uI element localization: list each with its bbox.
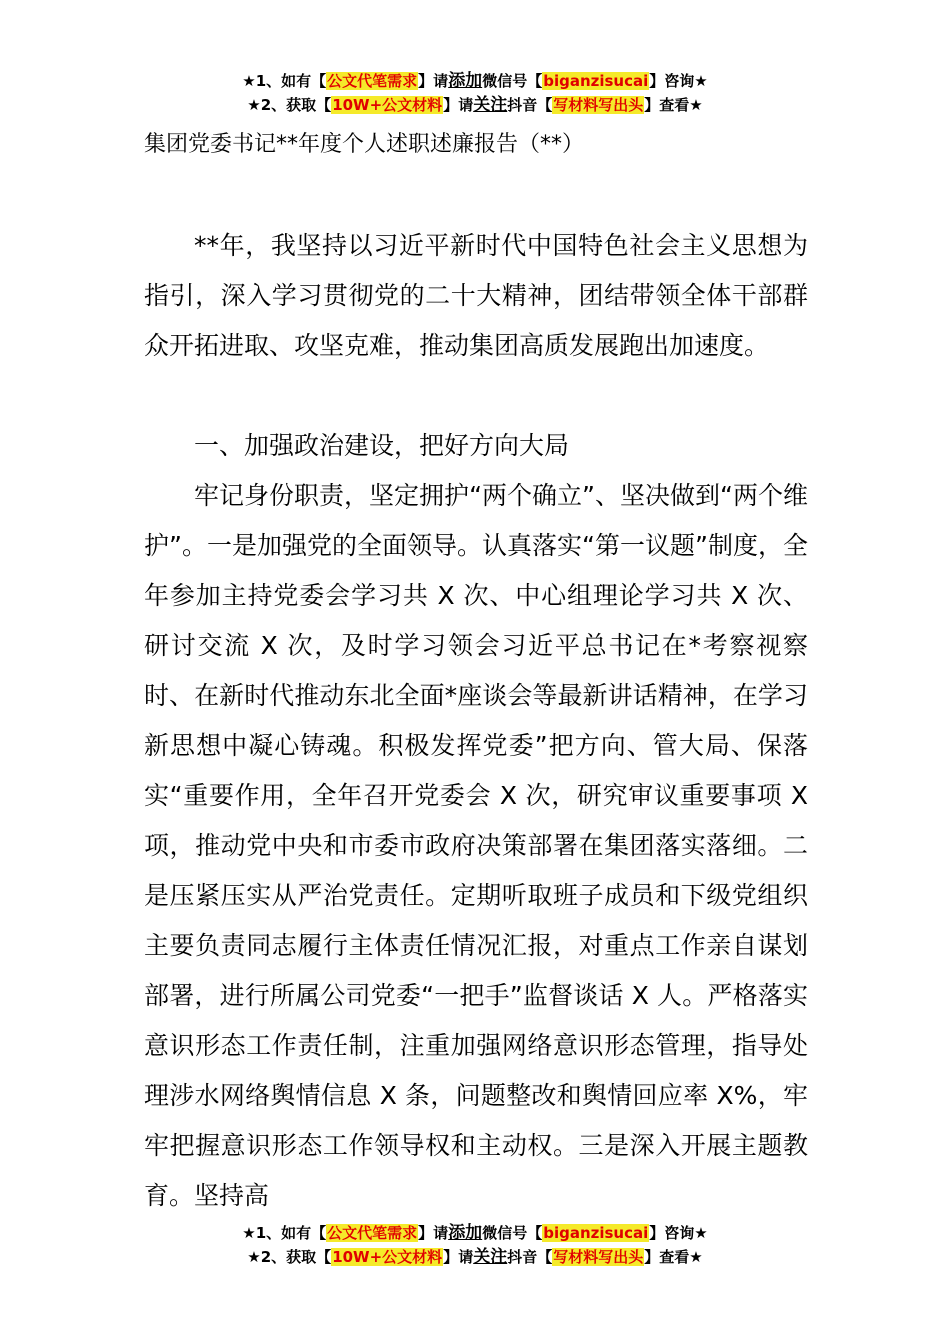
promo-highlight: 公文代笔需求 bbox=[327, 1224, 418, 1242]
footer-promo-line-2 bbox=[0, 1246, 950, 1268]
promo-text: 】请 bbox=[443, 1248, 474, 1266]
promo-text: 】请 bbox=[418, 72, 449, 90]
promo-text: 】请 bbox=[418, 1224, 449, 1242]
promo-douyin-id: 写材料写出头 bbox=[553, 1248, 644, 1266]
promo-text: ★1、如有【 bbox=[242, 72, 327, 90]
promo-text: 】咨询★ bbox=[649, 1224, 708, 1242]
promo-emphasis: 添加 bbox=[448, 71, 483, 91]
promo-emphasis: 添加 bbox=[448, 1223, 483, 1243]
promo-text: 】请 bbox=[443, 96, 474, 114]
header-promo-line-1 bbox=[0, 70, 950, 92]
promo-text: 抖音【 bbox=[507, 1248, 553, 1266]
intro-paragraph: **年，我坚持以习近平新时代中国特色社会主义思想为指引，深入学习贯彻党的二十大精神，团结带领全体干部群众开拓进取、攻坚克难，推动集团高质发展跑出加速度。 bbox=[144, 231, 808, 360]
section-body-paragraph: 牢记身份职责，坚定拥护“两个确立”、坚决做到“两个维护”。一是加强党的全面领导。认真落实“第一议题”制度，全年参加主持党委会学习共 X 次、中心组理论学习共 X 次、研讨交流 X 次，及时学习领会习近平总书记在*考察视察时、在新时代推动东北全面*座谈会等最新讲话精神，在学习新思想中凝心铸魂。积极发挥党委”把方向、管大局、保落实“重要作用，全年召开党委会 X 次，研究审议重要事项 X 项，推动党中央和市委市政府决策部署在集团落实落细。二是压紧压实从严治党责任。定期听取班子成员和下级党组织主要负责同志履行主体责任情况汇报，对重点工作亲自谋划部署，进行所属公司党委“一把手”监督谈话 X 人。严格落实意识形态工作责任制，注重加强网络意识形态管理，指导处理涉水网络舆情信息 X 条，问题整改和舆情回应率 X%，牢牢把握意识形态工作领导权和主动权。三是深入开展主题教育。坚持高 bbox=[144, 481, 808, 1210]
promo-text: ★1、如有【 bbox=[242, 1224, 327, 1242]
promo-text: ★2、获取【 bbox=[247, 96, 332, 114]
section-heading: 一、加强政治建设，把好方向大局 bbox=[194, 431, 570, 460]
promo-wechat-id: biganzisucai bbox=[543, 72, 649, 90]
promo-text: 】查看★ bbox=[644, 96, 703, 114]
promo-douyin-id: 写材料写出头 bbox=[553, 96, 644, 114]
promo-wechat-id: biganzisucai bbox=[543, 1224, 649, 1242]
promo-text: 】查看★ bbox=[644, 1248, 703, 1266]
promo-text: 微信号【 bbox=[482, 1224, 543, 1242]
promo-highlight: 公文代笔需求 bbox=[327, 72, 418, 90]
promo-text: 】咨询★ bbox=[649, 72, 708, 90]
promo-text: ★2、获取【 bbox=[247, 1248, 332, 1266]
promo-text: 微信号【 bbox=[482, 72, 543, 90]
promo-highlight: 10W+公文材料 bbox=[332, 1248, 443, 1266]
document-title: 集团党委书记**年度个人述职述廉报告（**） bbox=[144, 132, 585, 157]
promo-highlight: 10W+公文材料 bbox=[332, 96, 443, 114]
header-promo-line-2 bbox=[0, 94, 950, 116]
promo-emphasis: 关注 bbox=[473, 1247, 508, 1267]
promo-emphasis: 关注 bbox=[473, 95, 508, 115]
promo-text: 抖音【 bbox=[507, 96, 553, 114]
footer-promo-line-1 bbox=[0, 1222, 950, 1244]
